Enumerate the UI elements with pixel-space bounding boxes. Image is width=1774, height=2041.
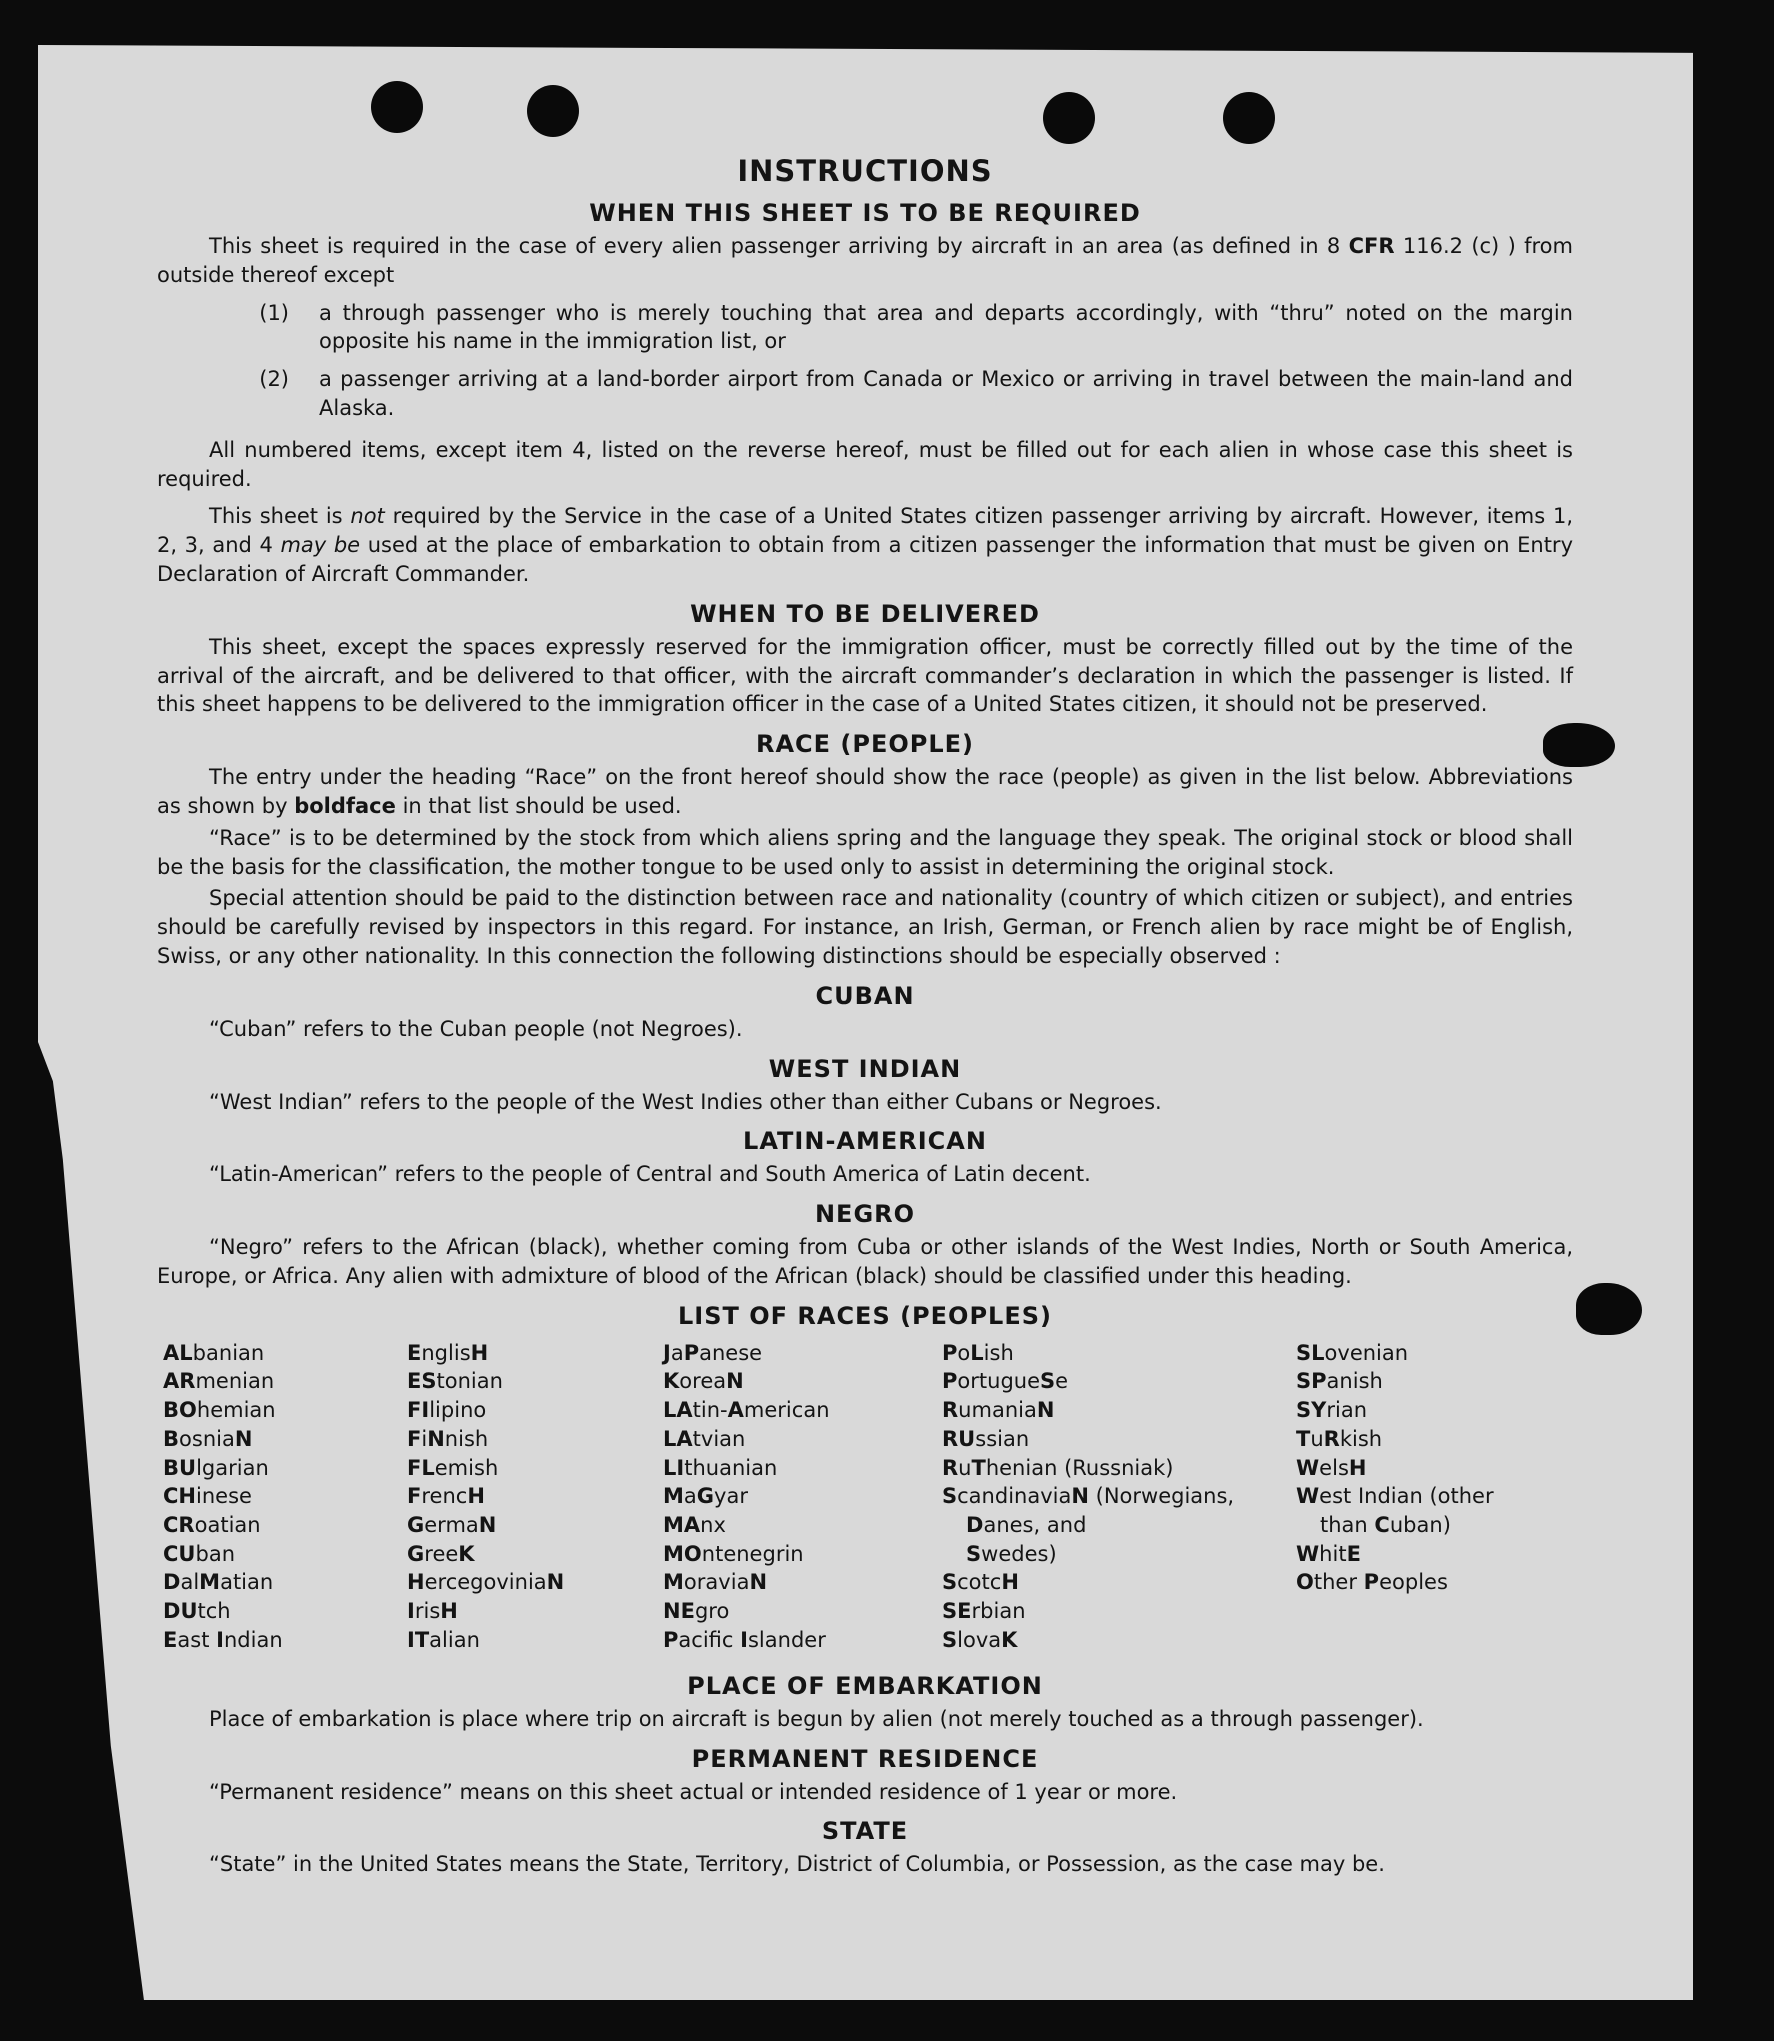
required-intro: [157, 232, 1573, 290]
race-entry: MoraviaN: [663, 1570, 768, 1595]
race-entry: MAnx: [663, 1512, 726, 1537]
race-entry: GreeK: [407, 1541, 475, 1566]
race-entry: LAtvian: [663, 1426, 746, 1451]
section-heading-west-indian: WEST INDIAN: [768, 1054, 962, 1083]
race-entry: EStonian: [407, 1369, 503, 1394]
section-heading-cuban: CUBAN: [815, 981, 915, 1010]
race-entry: SErbian: [942, 1599, 1026, 1624]
exception-item-1: [157, 299, 1573, 357]
race-entry: MOntenegrin: [663, 1541, 804, 1566]
race-entry: HercegoviniaN: [407, 1570, 565, 1595]
race-entry: KoreaN: [663, 1369, 744, 1394]
race-entry: DalMatian: [163, 1570, 274, 1595]
residence-paragraph: “Permanent residence” means on this sheet actual or intended residence of 1 year or more.: [209, 1779, 1178, 1804]
west-indian-paragraph: “West Indian” refers to the people of the West Indies other than either Cubans or Negroes.: [209, 1089, 1162, 1114]
section-heading-races-list: LIST OF RACES (PEOPLES): [678, 1301, 1052, 1330]
race-entry: than Cuban): [1320, 1512, 1451, 1537]
item-number: (2): [259, 367, 289, 392]
state-paragraph: “State” in the United States means the State, Territory, District of Columbia, or Possession, as the case may be.: [209, 1852, 1385, 1877]
race-entry: JaPanese: [663, 1340, 763, 1365]
races-column-3: [663, 1339, 830, 1655]
race-entry: ALbanian: [163, 1340, 265, 1365]
italic-span: may be: [280, 533, 361, 558]
races-column-1: [163, 1339, 283, 1655]
race-entry: LIthuanian: [663, 1455, 778, 1480]
race-entry: BosniaN: [163, 1426, 253, 1451]
race-entry: East Indian: [163, 1627, 283, 1652]
race-entry: ScandinaviaN (Norwegians,: [942, 1484, 1235, 1509]
race-entry: SPanish: [1296, 1369, 1383, 1394]
race-entry: LAtin-American: [663, 1398, 830, 1423]
boldface-word: boldface: [294, 793, 396, 818]
italic-span: not: [350, 504, 385, 529]
race-entry: Danes, and: [966, 1512, 1087, 1537]
race-entry: RuThenian (Russniak): [942, 1455, 1174, 1480]
item-number: (1): [259, 300, 289, 325]
item-text: a passenger arriving at a land-border airport from Canada or Mexico or arriving in travel between the main-land and Alaska.: [319, 367, 1573, 420]
races-column-4: [942, 1339, 1234, 1655]
race-paragraph-2: “Race” is to be determined by the stock from which aliens spring and the language they speak. The original stock or blood shall be the basis for the classification, the mother tongue to be used only to assist in determining the original stock.: [157, 825, 1573, 879]
race-entry: WelsH: [1296, 1455, 1367, 1480]
race-entry: SYrian: [1296, 1398, 1368, 1423]
section-heading-race: RACE (PEOPLE): [755, 730, 975, 759]
section-heading-state: STATE: [821, 1817, 909, 1846]
race-entry: MaGyar: [663, 1484, 748, 1509]
text-span: used at the place of embarkation to obtain from a citizen passenger the information that must be given on Entry Declaration of Aircraft Commander.: [157, 533, 1573, 586]
race-entry: RUssian: [942, 1426, 1030, 1451]
negro-paragraph: “Negro” refers to the African (black), whether coming from Cuba or other islands of the West Indies, North or South America, Europe, or Africa. Any alien with admixture of blood of the African (black) should be classified under this heading.: [157, 1235, 1573, 1288]
race-entry: Swedes): [966, 1541, 1057, 1566]
exception-item-2: [157, 365, 1573, 423]
race-entry: ScotcH: [942, 1570, 1019, 1595]
race-entry: SlovaK: [942, 1627, 1018, 1652]
race-entry: RumaniaN: [942, 1398, 1055, 1423]
section-heading-negro: NEGRO: [814, 1200, 916, 1229]
text-span: 116.2 (c) ) from outside thereof except: [157, 234, 1573, 287]
race-entry: IrisH: [407, 1599, 458, 1624]
punch-hole: [371, 81, 423, 133]
text-span: in that list should be used.: [395, 793, 682, 818]
punch-hole: [1223, 92, 1275, 144]
race-entry: CUban: [163, 1541, 236, 1566]
cfr-bold: CFR: [1348, 234, 1395, 258]
section-heading-required: WHEN THIS SHEET IS TO BE REQUIRED: [589, 199, 1141, 227]
races-list: [157, 1339, 1573, 1661]
section-heading-delivered: WHEN TO BE DELIVERED: [690, 599, 1040, 628]
race-paragraph-3: Special attention should be paid to the distinction between race and nationality (country of which citizen or subject), and entries should be carefully revised by inspectors in this regard. For instance, an Irish, German, or French alien by race might be of English, Swiss, or any other nationality. In this connection the following distinctions should be especially observed :: [157, 886, 1573, 968]
item-text: a through passenger who is merely touching that area and departs accordingly, with “thru” noted on the margin opposite his name in the immigration list, or: [319, 300, 1573, 354]
delivered-paragraph: This sheet, except the spaces expressly reserved for the immigration officer, must be correctly filled out by the time of the arrival of the aircraft, and be delivered to that officer, with the aircraft commander’s declaration in which the passenger is listed. If this sheet happens to be delivered to the immigration officer in the case of a United States citizen, it should not be preserved.: [157, 634, 1573, 717]
race-entry: SLovenian: [1296, 1340, 1409, 1365]
text-span: This sheet is: [209, 504, 351, 529]
text-span: required by the Service in the case of a United States citizen passenger arriving by aircraft. However, items 1, 2, 3, and 4: [157, 504, 1573, 558]
section-heading-embarkation: PLACE OF EMBARKATION: [687, 1671, 1043, 1700]
section-heading-residence: PERMANENT RESIDENCE: [691, 1744, 1039, 1773]
race-entry: EnglisH: [407, 1340, 489, 1365]
race-entry: NEgro: [663, 1599, 730, 1624]
cuban-paragraph: “Cuban” refers to the Cuban people (not Negroes).: [209, 1016, 743, 1041]
race-entry: GermaN: [407, 1512, 497, 1537]
race-entry: CHinese: [163, 1484, 252, 1509]
race-entry: FIlipino: [407, 1398, 487, 1423]
punch-hole: [1043, 92, 1095, 144]
ink-blot: [1576, 1283, 1642, 1335]
race-entry: FiNnish: [407, 1426, 489, 1451]
page-title: INSTRUCTIONS: [737, 154, 993, 188]
race-entry: PortugueSe: [942, 1369, 1069, 1394]
races-column-5: [1296, 1339, 1494, 1597]
instructions-content: [157, 148, 1573, 1879]
race-entry: ARmenian: [163, 1369, 275, 1394]
punch-hole: [527, 85, 579, 137]
race-entry: BOhemian: [163, 1398, 276, 1423]
race-entry: BUlgarian: [163, 1455, 269, 1480]
race-entry: ITalian: [407, 1627, 480, 1652]
race-entry: DUtch: [163, 1599, 231, 1624]
numbered-items-paragraph: All numbered items, except item 4, listed on the reverse hereof, must be filled out for each alien in whose case this sheet is required.: [157, 437, 1573, 491]
section-heading-latin-american: LATIN-AMERICAN: [743, 1127, 987, 1156]
race-entry: WhitE: [1296, 1541, 1361, 1566]
race-entry: TuRkish: [1296, 1426, 1383, 1451]
embarkation-paragraph: Place of embarkation is place where trip on aircraft is begun by alien (not merely touched as a through passenger).: [209, 1706, 1424, 1731]
race-entry: PoLish: [942, 1340, 1014, 1365]
race-entry: Pacifc Islander: [663, 1627, 826, 1652]
race-entry: FrencH: [407, 1484, 485, 1509]
latin-american-paragraph: “Latin-American” refers to the people of Central and South America of Latin decent.: [209, 1162, 1091, 1187]
citizen-paragraph: [157, 502, 1573, 588]
race-entry: West Indian (other: [1296, 1484, 1494, 1509]
race-entry: Other Peoples: [1296, 1570, 1448, 1595]
text-span: The entry under the heading “Race” on the front hereof should show the race (people) as given in the list below. Abbreviations as shown by: [157, 765, 1573, 818]
text-span: This sheet is required in the case of every alien passenger arriving by aircraft in an area (as defined in 8: [209, 234, 1349, 258]
races-column-2: [407, 1339, 564, 1655]
race-entry: FLemish: [407, 1455, 499, 1480]
race-paragraph-1: [157, 763, 1573, 821]
race-entry: CRoatian: [163, 1512, 261, 1537]
